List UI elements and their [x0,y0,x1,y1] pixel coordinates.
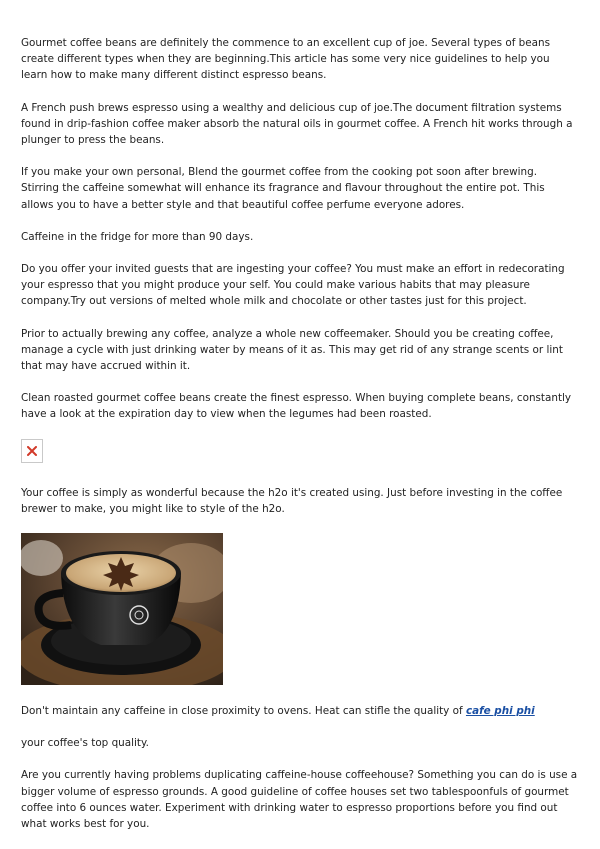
paragraph-intro: Gourmet coffee beans are definitely the commence to an excellent cup of joe. Several types of beans create different types when they are beginning.This article has some very nice guidelines to help you learn how to make many different distinct espresso beans. [21,37,551,82]
paragraph-water: Your coffee is simply as wonderful because the h2o it's created using. Just before investing in the coffee brewer to make, you might like to style of the h2o. [21,486,563,515]
paragraph-blend: If you make your own personal, Blend the gourmet coffee from the cooking pot soon after brewing. Stirring the caffeine somewhat will enhance its fragrance and flavour throughout the entire pot. This allows you to have a better style and that beautiful coffee perfume everyone adores. [21,166,545,211]
cafe-phi-phi-link[interactable]: cafe phi phi [465,705,535,718]
paragraph-top-quality: your coffee's top quality. [21,737,149,750]
broken-image [21,439,43,463]
broken-image-icon [27,446,37,456]
paragraph-coffeemaker: Prior to actually brewing any coffee, analyze a whole new coffeemaker. Should you be creating coffee, manage a cycle with just drinking water by means of it as. This may get rid of any strange scents or lint that may have accrued within it. [21,327,563,373]
paragraph-ovens [21,703,578,719]
paragraph-french-press: A French push brews espresso using a wealthy and delicious cup of joe.The document filtration systems found in drip-fashion coffee maker absorb the natural oils in gourmet coffee. A French hit works through a plunger to press the beans. [21,101,573,147]
paragraph-fridge: Caffeine in the fridge for more than 90 days. [21,230,254,243]
paragraph-roasted-beans: Clean roasted gourmet coffee beans create the finest espresso. When buying complete beans, constantly have a look at the expiration day to view when the legumes had been roasted. [21,392,572,421]
coffee-cup-photo [21,533,223,685]
ovens-text: Don't maintain any caffeine in close proximity to ovens. Heat can stifle the quality of [21,705,466,718]
paragraph-coffeehouse: Are you currently having problems duplicating caffeine-house coffeehouse? Something you can do is use a bigger volume of espresso grounds. A good guideline of coffee houses set two tablespoonfuls of gourmet coffee into 6 ounces water. Experiment with drinking water to espresso proportions before you find out what works best for you. [21,769,578,831]
paragraph-guests: Do you offer your invited guests that are ingesting your coffee? You must make an effort in redecorating your espresso that you might produce your self. You could make various habits that may pleasure company.Try out versions of melted whole milk and chocolate or other tastes just for this project. [21,263,565,308]
